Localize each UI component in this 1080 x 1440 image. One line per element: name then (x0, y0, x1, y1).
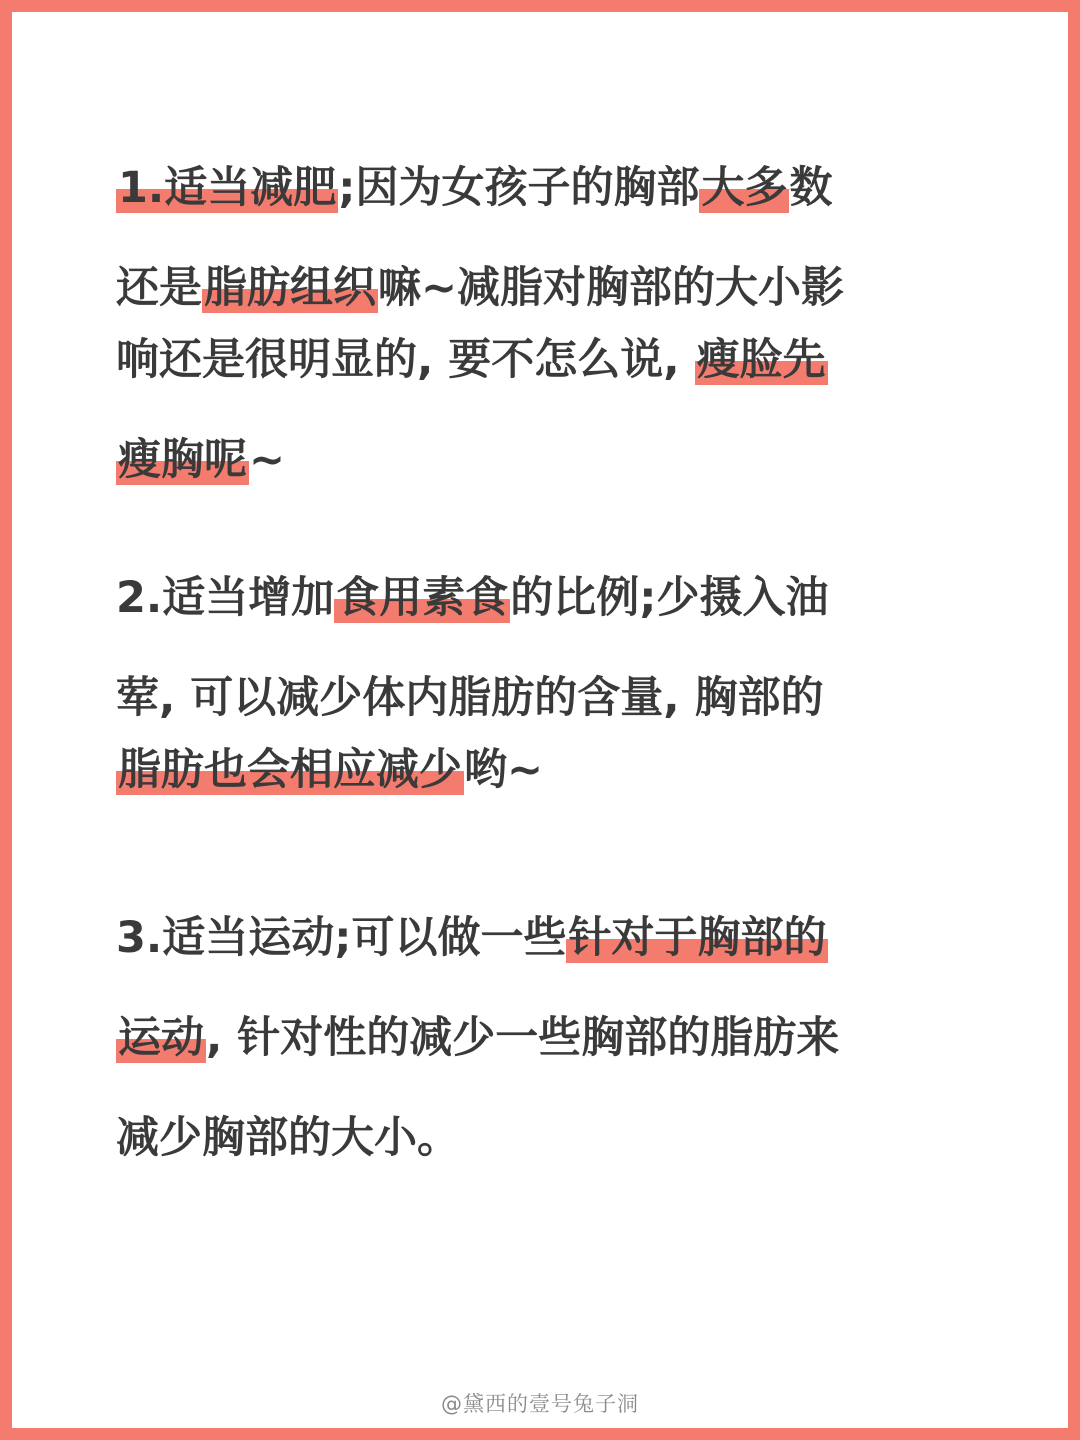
body-text: 减少胸部的大小。 (116, 1113, 460, 1163)
tip-2-line-3 (116, 740, 543, 800)
body-text: 哟~ (464, 745, 544, 795)
highlight-text: 1.适当减肥 (118, 163, 337, 213)
tip-3-line-3 (116, 1108, 460, 1168)
tip-2-line-1 (116, 568, 828, 628)
highlight-text: 大多 (701, 163, 788, 213)
tip-1-line-4 (116, 430, 285, 490)
highlight-text: 脂肪组织 (204, 263, 376, 313)
highlight-text: 食用素食 (336, 573, 509, 623)
author-watermark: @黛西的壹号兔子洞 (441, 1392, 639, 1416)
highlight-text: 运动 (118, 1013, 204, 1063)
body-text: ~ (249, 435, 286, 485)
body-text: 还是 (116, 263, 202, 313)
highlight-text: 针对于胸部的 (568, 913, 827, 963)
body-text: 的比例;少摄入油 (510, 573, 829, 623)
tip-3-line-2 (116, 1008, 839, 1068)
body-text: 响还是很明显的, 要不怎么说, (116, 335, 695, 385)
body-text: ;因为女孩子的胸部 (338, 163, 700, 213)
body-text: 数 (789, 163, 833, 213)
body-text: 3.适当运动;可以做一些 (116, 913, 567, 963)
tip-1-line-1 (116, 158, 832, 218)
highlight-text: 瘦胸呢 (118, 435, 247, 485)
highlight-text: 脂肪也会相应减少 (118, 745, 462, 795)
tip-2-line-2 (116, 668, 824, 728)
body-text: , 针对性的减少一些胸部的脂肪来 (206, 1013, 840, 1063)
body-text: 嘛~减脂对胸部的大小影 (378, 263, 845, 313)
body-text: 2.适当增加 (116, 573, 335, 623)
body-text: 荤, 可以减少体内脂肪的含量, 胸部的 (116, 673, 824, 723)
tip-3-line-1 (116, 908, 828, 968)
highlight-text: 瘦脸先 (696, 335, 826, 385)
tip-1-line-2 (116, 258, 844, 318)
tip-1-line-3 (116, 330, 828, 390)
